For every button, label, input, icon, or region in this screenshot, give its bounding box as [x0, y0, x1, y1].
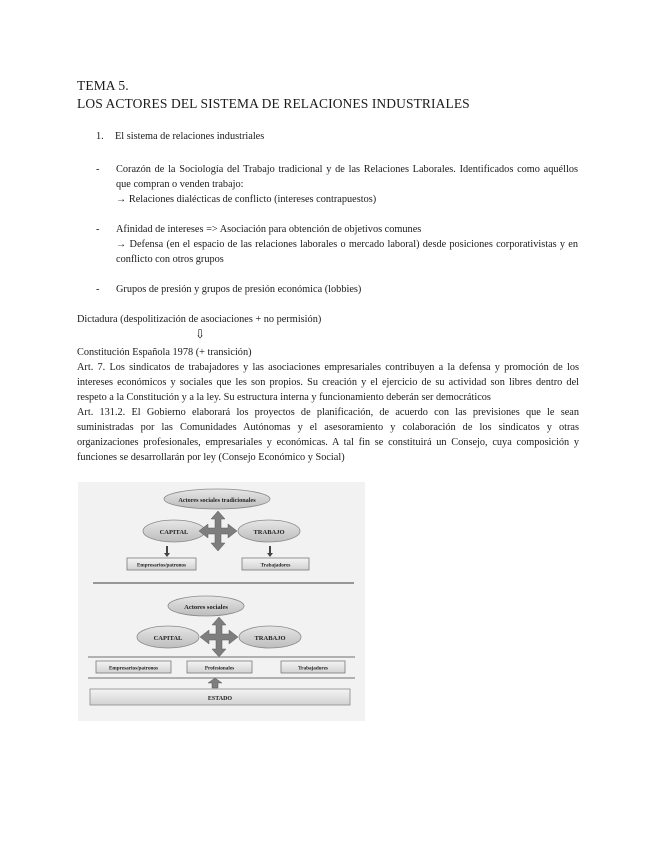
constitucion-line: Constitución Española 1978 (+ transición): [77, 347, 252, 358]
trabajadores-text: Trabajadores: [260, 562, 291, 569]
section-number: 1.: [96, 131, 104, 142]
bullet-text: Afinidad de intereses => Asociación para obtención de objetivos comunes: [116, 224, 422, 235]
trabajo-text: TRABAJO: [254, 635, 286, 642]
list-item: [96, 222, 578, 267]
dictadura-line: Dictadura (despolitización de asociaciones + no permisión): [77, 314, 322, 325]
capital-text: CAPITAL: [153, 635, 183, 642]
four-way-arrow-icon: [200, 617, 238, 657]
diagram-svg: [78, 482, 365, 721]
tema-number: TEMA 5.: [77, 78, 129, 93]
empresarios-text: Empresarios/patronos: [136, 562, 187, 569]
four-way-arrow-icon: [199, 511, 237, 551]
list-item: [96, 282, 578, 297]
empresarios-text: Empresarios/patronos: [108, 665, 159, 672]
page-title: LOS ACTORES DEL SISTEMA DE RELACIONES INDUSTRIALES: [77, 96, 470, 111]
capital-text: CAPITAL: [159, 529, 189, 536]
down-arrow-icon: ⇩: [195, 327, 206, 341]
estado-text: ESTADO: [207, 696, 233, 702]
bullet-marker: -: [96, 224, 100, 235]
trabajo-text: TRABAJO: [253, 529, 285, 536]
down-arrow-icon: [164, 546, 170, 557]
bullet-text: Corazón de la Sociología del Trabajo tradicional y de las Relaciones Laborales. Identificados como aquéllos que compran o venden trabajo:: [116, 164, 578, 190]
bullet-text: Grupos de presión y grupos de presión económica (lobbies): [116, 284, 362, 295]
list-item: [96, 162, 578, 207]
profesionales-text: Profesionales: [204, 665, 235, 672]
bullet-marker: -: [96, 164, 100, 175]
bottom-title-text: Actores sociales: [184, 604, 228, 611]
bullet-subtext: → Relaciones dialécticas de conflicto (intereses contrapuestos): [116, 194, 377, 205]
social-actors-diagram: [78, 482, 365, 721]
bullet-subtext: → Defensa (en el espacio de las relaciones laborales o mercado laboral) desde posiciones corporativistas y en conflicto con otros grupos: [116, 239, 578, 265]
down-arrow-icon: [267, 546, 273, 557]
art131-paragraph: Art. 131.2. El Gobierno elaborará los proyectos de planificación, de acuerdo con las previsiones que le sean suministradas por las Comunidades Autónomas y el asesoramiento y colaboración de los sindicatos y otras organizaciones profesionales, empresariales y económicas. A tal fin se constituirá un Consejo, cuya composición y funciones se desarrollarán por ley (Consejo Económico y Social): [77, 407, 579, 463]
section-heading: El sistema de relaciones industriales: [115, 131, 265, 142]
up-arrow-icon: [208, 678, 222, 688]
trabajadores-text: Trabajadores: [298, 665, 328, 672]
art7-paragraph: Art. 7. Los sindicatos de trabajadores y las asociaciones empresariales contribuyen a la defensa y promoción de los intereses económicos y sociales que les son propios. Su creación y el ejercicio de su actividad son libres dentro del respeto a la Constitución y a la ley. Su estructura interna y funcionamiento deberán ser democráticos: [77, 362, 579, 403]
bullet-marker: -: [96, 284, 100, 295]
top-title-text: Actores sociales tradicionales: [178, 497, 256, 504]
